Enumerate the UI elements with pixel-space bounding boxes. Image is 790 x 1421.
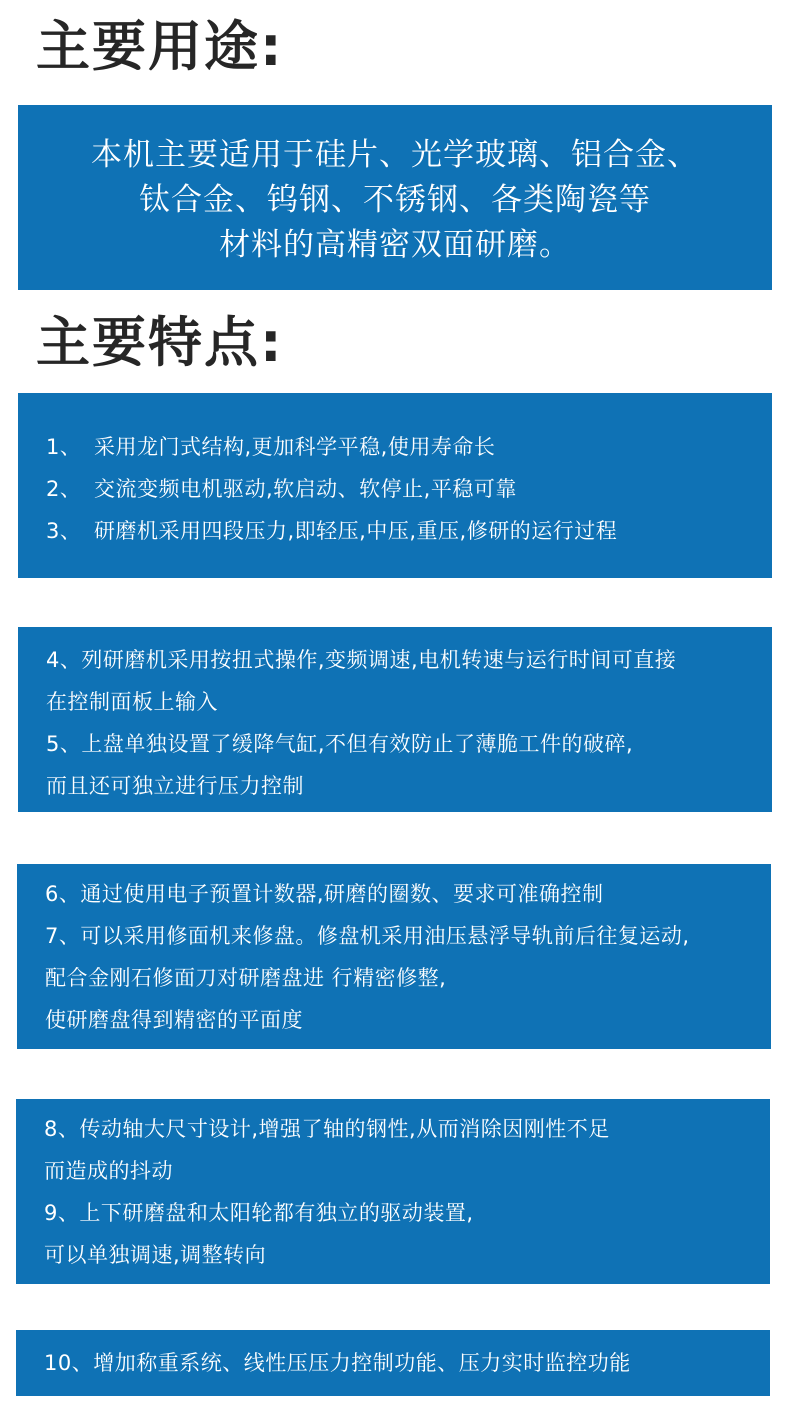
feature-item bbox=[46, 468, 772, 510]
feature-line: 4、列研磨机采用按扭式操作,变频调速,电机转速与运行时间可直接 bbox=[46, 648, 677, 672]
feature-line: 9、上下研磨盘和太阳轮都有独立的驱动装置, bbox=[44, 1201, 474, 1225]
feature-line: 而造成的抖动 bbox=[44, 1159, 173, 1183]
feature-line: 8、传动轴大尺寸设计,增强了轴的钢性,从而消除因刚性不足 bbox=[44, 1117, 610, 1141]
usage-box bbox=[18, 105, 772, 290]
feature-line: 配合金刚石修面刀对研磨盘进 行精密修整, bbox=[45, 966, 447, 990]
feature-line: 使研磨盘得到精密的平面度 bbox=[45, 1008, 303, 1032]
feature-line: 而且还可独立进行压力控制 bbox=[46, 774, 304, 798]
usage-heading: 主要用途: bbox=[36, 15, 284, 78]
feature-number: 2、 bbox=[46, 477, 82, 501]
usage-line: 材料的高精密双面研磨。 bbox=[219, 227, 571, 263]
feature-number: 3、 bbox=[46, 519, 82, 543]
feature-text: 交流变频电机驱动,软启动、软停止,平稳可靠 bbox=[94, 477, 517, 501]
feature-line: 10、增加称重系统、线性压压力控制功能、压力实时监控功能 bbox=[44, 1351, 631, 1375]
feature-line: 在控制面板上输入 bbox=[46, 690, 218, 714]
usage-line: 本机主要适用于硅片、光学玻璃、铝合金、 bbox=[91, 137, 699, 173]
usage-line: 钛合金、钨钢、不锈钢、各类陶瓷等 bbox=[139, 182, 651, 218]
features-box-3 bbox=[17, 864, 771, 1049]
feature-line: 5、上盘单独设置了缓降气缸,不但有效防止了薄脆工件的破碎, bbox=[46, 732, 634, 756]
features-heading: 主要特点: bbox=[36, 311, 284, 374]
feature-text: 研磨机采用四段压力,即轻压,中压,重压,修研的运行过程 bbox=[94, 519, 618, 543]
features-box-4 bbox=[16, 1099, 770, 1284]
feature-line: 7、可以采用修面机来修盘。修盘机采用油压悬浮导轨前后往复运动, bbox=[45, 924, 690, 948]
features-box-5 bbox=[16, 1330, 770, 1396]
feature-text: 采用龙门式结构,更加科学平稳,使用寿命长 bbox=[94, 435, 496, 459]
features-box-1 bbox=[18, 393, 772, 578]
feature-item bbox=[46, 510, 772, 552]
features-box-2 bbox=[18, 627, 772, 812]
feature-item bbox=[46, 426, 772, 468]
feature-line: 可以单独调速,调整转向 bbox=[44, 1243, 267, 1267]
feature-line: 6、通过使用电子预置计数器,研磨的圈数、要求可准确控制 bbox=[45, 882, 604, 906]
feature-number: 1、 bbox=[46, 435, 82, 459]
